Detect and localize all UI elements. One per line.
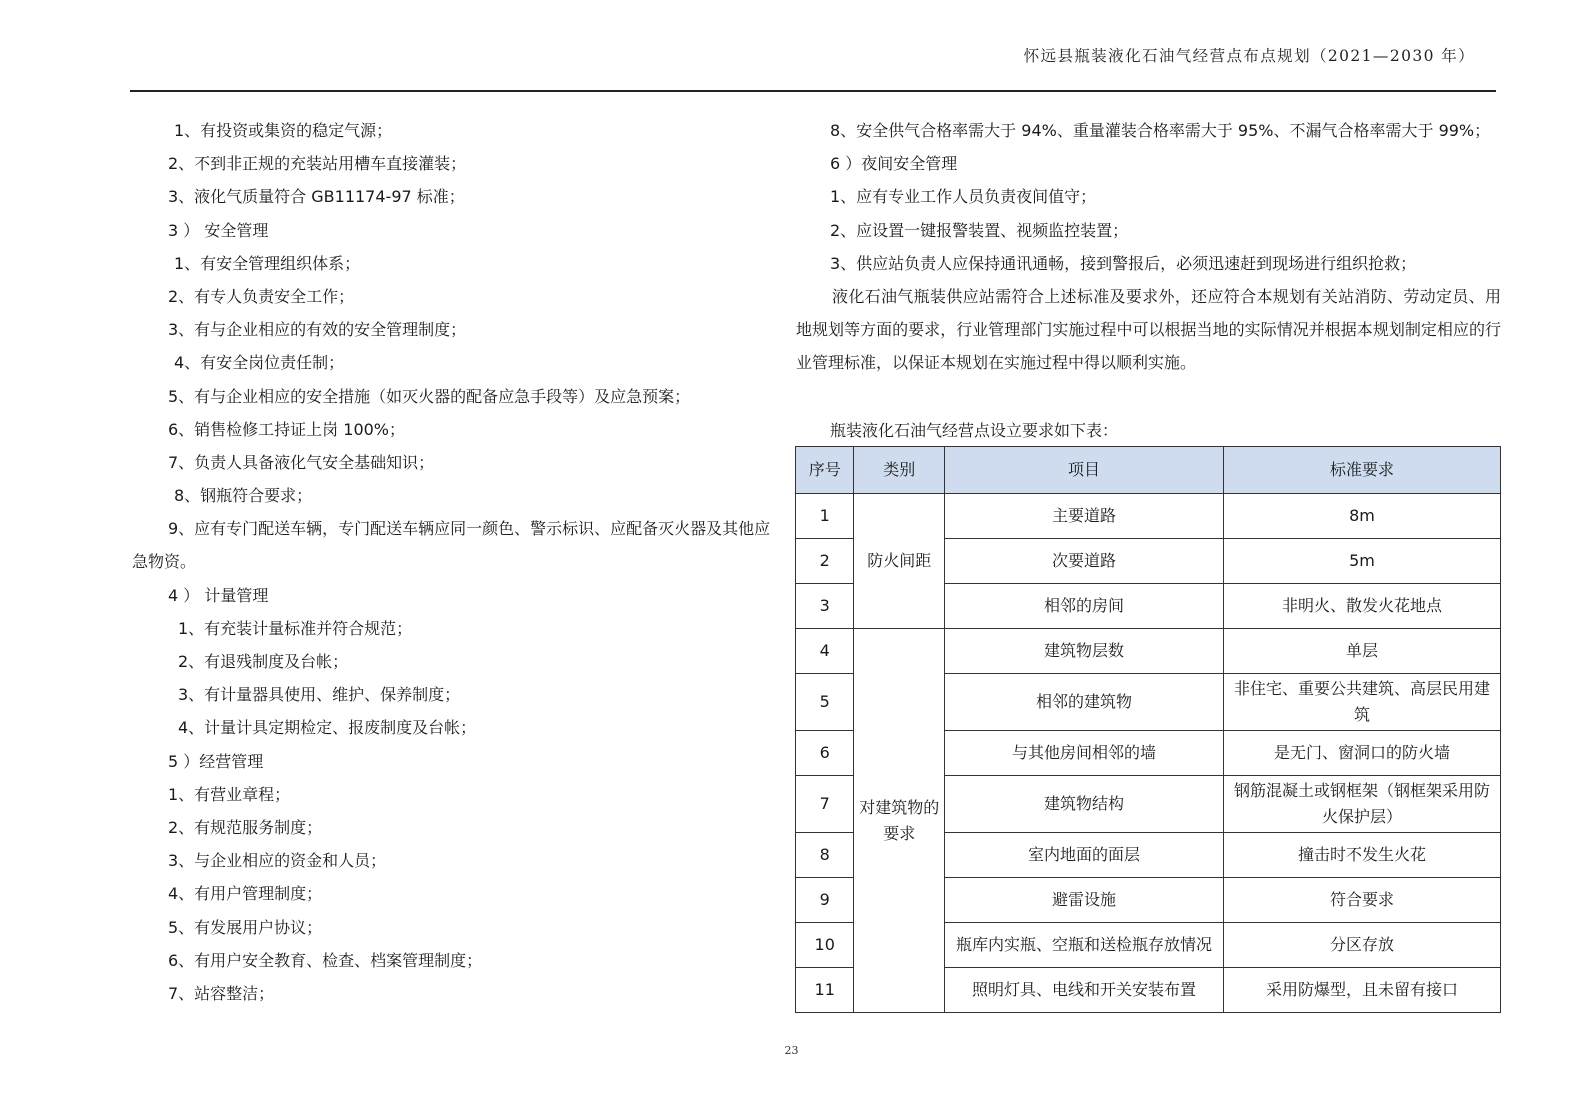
cell-item: 避雷设施	[945, 878, 1224, 923]
body-line: 7、站容整洁；	[168, 983, 275, 1003]
header-divider	[130, 90, 1496, 92]
body-line: 2、有专人负责安全工作；	[168, 286, 355, 306]
cell-requirement: 非明火、散发火花地点	[1224, 584, 1501, 629]
body-line: 3、有计量器具使用、维护、保养制度；	[178, 685, 461, 705]
cell-requirement: 单层	[1224, 629, 1501, 674]
cell-item: 次要道路	[945, 539, 1224, 584]
cell-category: 防火间距	[854, 494, 945, 629]
cell-no: 4	[796, 629, 854, 674]
body-line: 6、有用户安全教育、检查、档案管理制度；	[168, 950, 483, 970]
body-line: 1、应有专业工作人员负责夜间值守；	[830, 187, 1097, 207]
body-line: 3、供应站负责人应保持通讯通畅，接到警报后，必须迅速赶到现场进行组织抢救；	[830, 253, 1417, 273]
summary-paragraph: 液化石油气瓶装供应站需符合上述标准及要求外，还应符合本规划有关站消防、劳动定员、用地规划等方面的要求，行业管理部门实施过程中可以根据当地的实际情况并根据本规划制定相应的行业管理标准，以保证本规划在实施过程中得以顺利实施。	[796, 286, 1501, 373]
body-line: 4、计量计具定期检定、报废制度及台帐；	[178, 718, 477, 738]
page-number: 23	[784, 1044, 799, 1057]
cell-no: 8	[796, 833, 854, 878]
cell-item: 相邻的建筑物	[945, 674, 1224, 731]
cell-requirement: 非住宅、重要公共建筑、高层民用建筑	[1224, 674, 1501, 731]
body-line: 7、负责人具备液化气安全基础知识；	[168, 452, 435, 472]
body-line: 3、有与企业相应的有效的安全管理制度；	[168, 320, 467, 340]
requirements-table	[795, 446, 1501, 1013]
body-line: 5 ）经营管理	[168, 751, 264, 771]
cell-item: 建筑物层数	[945, 629, 1224, 674]
cell-item: 照明灯具、电线和开关安装布置	[945, 968, 1224, 1013]
body-line: 1、有安全管理组织体系；	[174, 253, 361, 273]
header-cell-item: 项目	[945, 447, 1224, 494]
body-line: 急物资。	[132, 552, 197, 572]
body-line: 3、液化气质量符合 GB11174-97 标准；	[168, 187, 465, 207]
body-line: 3 ） 安全管理	[168, 220, 269, 240]
cell-no: 11	[796, 968, 854, 1013]
body-line: 8、安全供气合格率需大于 94%、重量灌装合格率需大于 95%、不漏气合格率需大于 99%；	[830, 121, 1491, 140]
cell-requirement: 5m	[1224, 539, 1501, 584]
cell-no: 6	[796, 731, 854, 776]
cell-requirement: 分区存放	[1224, 923, 1501, 968]
body-line: 2、不到非正规的充装站用槽车直接灌装；	[168, 154, 467, 174]
header-cell-requirement: 标准要求	[1224, 447, 1501, 494]
cell-requirement: 撞击时不发生火花	[1224, 833, 1501, 878]
running-header-title: 怀远县瓶装液化石油气经营点布点规划（2021—2030 年）	[1023, 47, 1475, 65]
cell-no: 9	[796, 878, 854, 923]
header-cell-no: 序号	[796, 447, 854, 494]
body-line: 8、钢瓶符合要求；	[174, 486, 313, 506]
body-line: 6、销售检修工持证上岗 100%；	[168, 419, 406, 439]
cell-no: 5	[796, 674, 854, 731]
body-line: 1、有投资或集资的稳定气源；	[174, 121, 393, 140]
cell-item: 室内地面的面层	[945, 833, 1224, 878]
cell-no: 10	[796, 923, 854, 968]
cell-item: 建筑物结构	[945, 776, 1224, 833]
body-line: 2、有退残制度及台帐；	[178, 652, 349, 671]
right-column	[796, 114, 1501, 380]
header-cell-category: 类别	[854, 447, 945, 494]
body-line: 5、有发展用户协议；	[168, 917, 323, 937]
body-line: 5、有与企业相应的安全措施（如灭火器的配备应急手段等）及应急预案；	[168, 386, 691, 406]
body-line: 9、应有专门配送车辆，专门配送车辆应同一颜色、警示标识、应配备灭火器及其他应	[168, 519, 771, 539]
cell-requirement: 钢筋混凝土或钢框架（钢框架采用防火保护层）	[1224, 776, 1501, 833]
cell-no: 1	[796, 494, 854, 539]
body-line: 6 ）夜间安全管理	[830, 154, 958, 174]
cell-requirement: 8m	[1224, 494, 1501, 539]
cell-category: 对建筑物的要求	[854, 629, 945, 1013]
cell-item: 相邻的房间	[945, 584, 1224, 629]
body-line: 1、有营业章程；	[168, 784, 291, 804]
cell-requirement: 符合要求	[1224, 878, 1501, 923]
table-header-row	[796, 447, 1501, 494]
left-column	[132, 114, 772, 1010]
cell-item: 与其他房间相邻的墙	[945, 731, 1224, 776]
cell-no: 2	[796, 539, 854, 584]
cell-requirement: 是无门、窗洞口的防火墙	[1224, 731, 1501, 776]
table-row	[796, 494, 1501, 539]
body-line: 2、有规范服务制度；	[168, 817, 323, 837]
table-row	[796, 629, 1501, 674]
body-line: 4、有用户管理制度；	[168, 884, 323, 904]
body-line: 2、应设置一键报警装置、视频监控装置；	[830, 220, 1129, 240]
table-caption: 瓶装液化石油气经营点设立要求如下表：	[830, 421, 1119, 440]
cell-item: 瓶库内实瓶、空瓶和送检瓶存放情况	[945, 923, 1224, 968]
cell-no: 7	[796, 776, 854, 833]
cell-item: 主要道路	[945, 494, 1224, 539]
body-line: 3、与企业相应的资金和人员；	[168, 851, 387, 871]
body-line: 4 ） 计量管理	[168, 585, 269, 605]
body-line: 1、有充装计量标准并符合规范；	[178, 618, 413, 638]
cell-no: 3	[796, 584, 854, 629]
cell-requirement: 采用防爆型，且未留有接口	[1224, 968, 1501, 1013]
body-line: 4、有安全岗位责任制；	[174, 353, 345, 373]
